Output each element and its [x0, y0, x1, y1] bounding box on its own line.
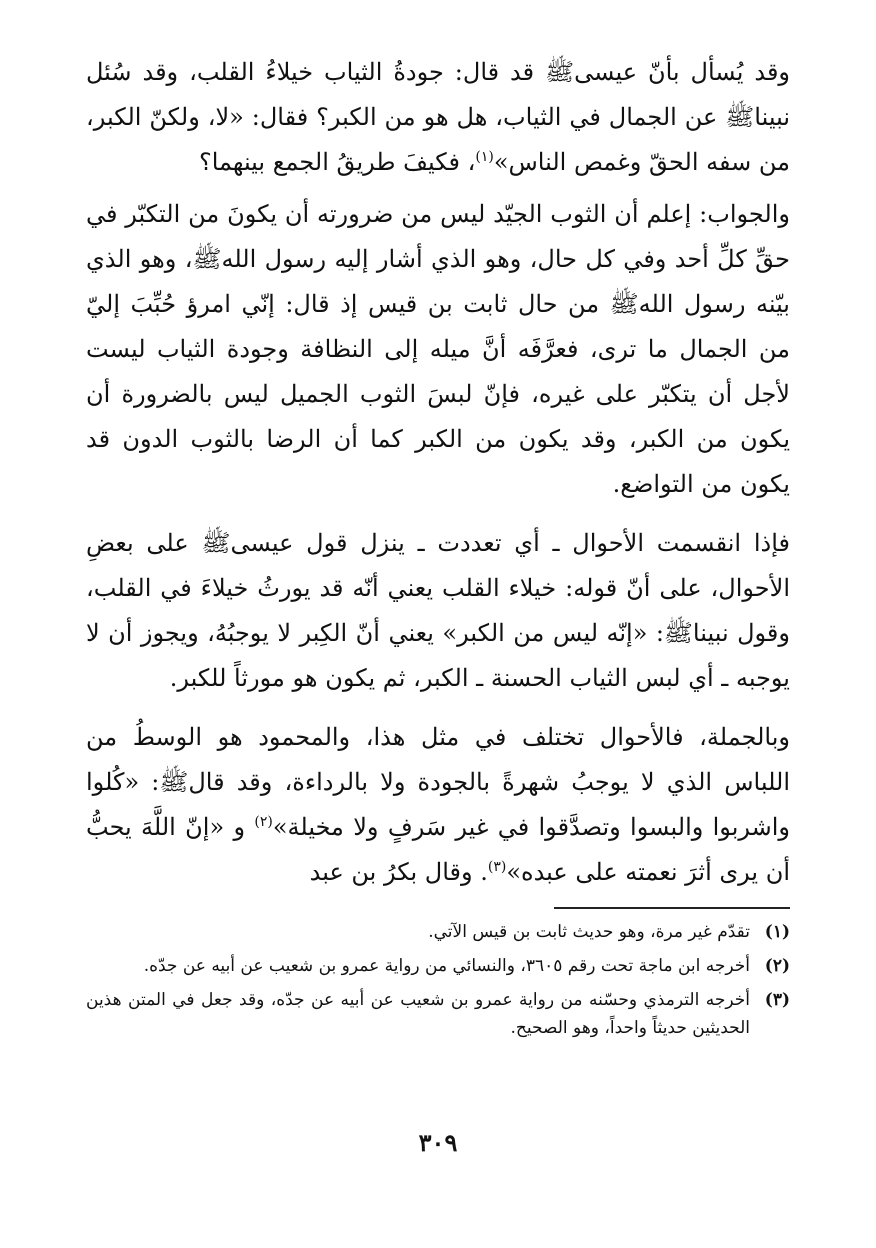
paragraph-2-text: والجواب: إعلم أن الثوب الجيّد ليس من ضرورته أن يكونَ من التكبّر في حقِّ كلِّ أحد وفي كل حال، وهو الذي أشار إليه رسول اللهﷺ، وهو الذي بيّنه رسول اللهﷺ من حال ثابت بن قيس إذ قال: إنّي امرؤ حُبِّبَ إليّ من الجمال ما ترى، فعرَّفَه أنَّ ميله إلى النظافة وجودة الثياب ليست لأجل أن يتكبّر على غيره، فإنّ لبسَ الثوب الجميل ليس بالضرورة أن يكون من الكبر، وقد يكون من الكبر كما أن الرضا بالثوب الدون قد يكون من التواضع. [86, 200, 790, 498]
paragraph-1-text: وقد يُسأل بأنّ عيسىﷺ قد قال: جودةُ الثياب خيلاءُ القلب، وقد سُئل نبيناﷺ عن الجمال في الثياب، هل هو من الكبر؟ فقال: «لا، ولكنّ الكبر، من سفه الحقّ وغمص الناس» [86, 58, 790, 176]
footnote-area [86, 0, 790, 1248]
footnote-ref-2[interactable]: (٢) [254, 814, 273, 830]
paragraph-4-mid: و «إنّ اللَّهَ يحبُّ أن يرى أثرَ نعمته على عبده» [86, 813, 790, 886]
footnote-ref-1[interactable]: (١) [475, 149, 494, 165]
footnote-3-text: أخرجه الترمذي وحسّنه من رواية عمرو بن شعيب عن أبيه عن جدّه، وقد جعل في المتن هذين الحديثين حديثاً واحداً، وهو الصحيح. [86, 990, 750, 1038]
footnote-ref-3[interactable]: (٣) [487, 859, 507, 875]
paragraph-4-text: وبالجملة، فالأحوال تختلف في مثل هذا، والمحمود هو الوسطُ من اللباس الذي لا يوجبُ شهرةً بالجودة ولا بالرداءة، وقد قالﷺ: «كُلوا واشربوا والبسوا وتصدَّقوا في غير سَرفٍ ولا مخيلة» [86, 723, 790, 841]
paragraph-3-text: فإذا انقسمت الأحوال ـ أي تعددت ـ ينزل قول عيسىﷺ على بعضِ الأحوال، على أنّ قوله: خيلاء القلب يعني أنّه قد يورثُ خيلاءَ في القلب، وقول نبيناﷺ: «إنّه ليس من الكبر» يعني أنّ الكِبر لا يوجبُهُ، ويجوز أن لا يوجبه ـ أي لبس الثياب الحسنة ـ الكبر، ثم يكون هو مورثاً للكبر. [86, 529, 790, 692]
footnote-2-number: (٢) [764, 956, 790, 976]
paragraph-1-tail: ، فكيفَ طريقُ الجمع بينهما؟ [198, 148, 476, 176]
footnote-divider [554, 907, 790, 909]
page-number: ٣٠٩ [418, 1128, 458, 1157]
footnote-3 [86, 986, 790, 1042]
footnote-2 [86, 952, 790, 980]
footnote-1-number: (١) [764, 922, 790, 942]
footnote-3-number: (٣) [764, 990, 790, 1010]
footnote-2-text: أخرجه ابن ماجة تحت رقم ٣٦٠٥، والنسائي من رواية عمرو بن شعيب عن أبيه عن جدّه. [143, 956, 750, 976]
footnote-1-text: تقدّم غير مرة، وهو حديث ثابت بن قيس الآتي. [428, 922, 750, 942]
footnote-1 [86, 918, 790, 946]
paragraph-4-tail: . وقال بكرُ بن عبد [309, 858, 488, 886]
footnotes-list [86, 918, 790, 1048]
